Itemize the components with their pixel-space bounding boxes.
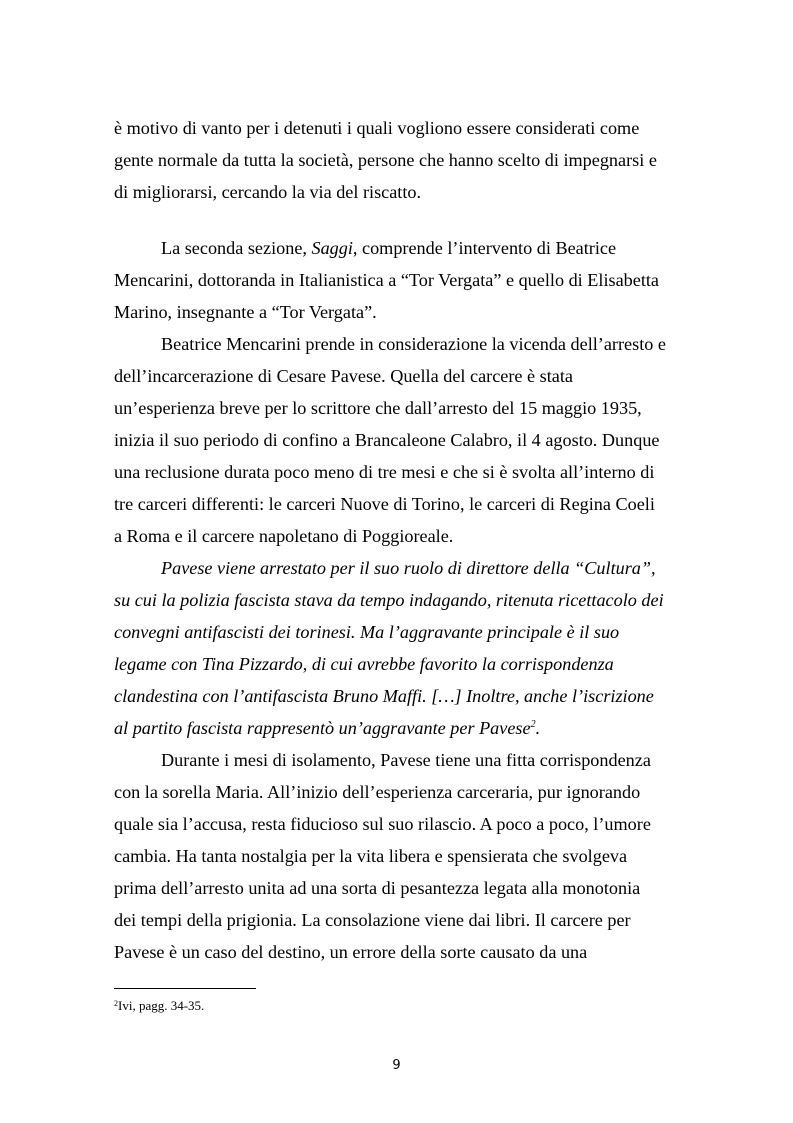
- quote-line-4: legame con Tina Pizzardo, di cui avrebbe favorito la corrispondenza: [114, 654, 614, 674]
- footnote-separator: [114, 988, 256, 989]
- body-line-12: tre carceri differenti: le carceri Nuove di Torino, le carceri di Regina Coeli: [114, 494, 655, 514]
- body-line-13: a Roma e il carcere napoletano di Poggioreale.: [114, 526, 454, 546]
- quote-line-5: clandestina con l’antifascista Bruno Maffi. […] Inoltre, anche l’iscrizione: [114, 686, 654, 706]
- body-line-26: Pavese è un caso del destino, un errore della sorte causato da una: [114, 942, 588, 962]
- body-line-6: Marino, insegnante a “Tor Vergata”.: [114, 302, 377, 322]
- body-line-5: Mencarini, dottoranda in Italianistica a “Tor Vergata” e quello di Elisabetta: [114, 270, 659, 290]
- footnote-number: 2: [114, 999, 118, 1008]
- quote-line-1: Pavese viene arrestato per il suo ruolo di direttore della “Cultura”,: [161, 558, 656, 578]
- body-line-11: una reclusione durata poco meno di tre mesi e che si è svolta all’interno di: [114, 462, 655, 482]
- body-line-4: [161, 238, 616, 258]
- quote-line-6: [114, 718, 540, 738]
- body-line-22: quale sia l’accusa, resta fiducioso sul suo rilascio. A poco a poco, l’umore: [114, 814, 651, 834]
- body-line-7: Beatrice Mencarini prende in considerazione la vicenda dell’arresto e: [161, 334, 666, 354]
- body-line-24: prima dell’arresto unita ad una sorta di pesantezza legata alla monotonia: [114, 878, 641, 898]
- quote-end: .: [535, 718, 541, 738]
- body-line-3: di migliorarsi, cercando la via del riscatto.: [114, 182, 422, 202]
- body-line-1: è motivo di vanto per i detenuti i quali vogliono essere considerati come: [114, 118, 640, 138]
- body-line-10: inizia il suo periodo di confino a Brancaleone Calabro, il 4 agosto. Dunque: [114, 430, 660, 450]
- body-line-23: cambia. Ha tanta nostalgia per la vita libera e spensierata che svolgeva: [114, 846, 628, 866]
- quote-text: al partito fascista rappresentò un’aggravante per Pavese: [114, 718, 531, 738]
- body-line-25: dei tempi della prigionia. La consolazione viene dai libri. Il carcere per: [114, 910, 631, 930]
- footnote: [114, 998, 204, 1014]
- quote-line-3: convegni antifascisti dei torinesi. Ma l’aggravante principale è il suo: [114, 622, 620, 642]
- body-line-21: con la sorella Maria. All’inizio dell’esperienza carceraria, pur ignorando: [114, 782, 641, 802]
- body-line-9: un’esperienza breve per lo scrittore che dall’arresto del 15 maggio 1935,: [114, 398, 642, 418]
- body-line-20: Durante i mesi di isolamento, Pavese tiene una fitta corrispondenza: [161, 750, 651, 770]
- footnote-text: Ivi, pagg. 34-35.: [118, 998, 205, 1013]
- body-line-2: gente normale da tutta la società, persone che hanno scelto di impegnarsi e: [114, 150, 657, 170]
- body-line-8: dell’incarcerazione di Cesare Pavese. Quella del carcere è stata: [114, 366, 573, 386]
- line-text-post: , comprende l’intervento di Beatrice: [352, 238, 617, 258]
- line-text-pre: La seconda sezione,: [161, 238, 312, 258]
- section-name-saggi: Saggi: [311, 238, 353, 258]
- page-number: 9: [392, 1058, 401, 1073]
- footnote-ref: 2: [530, 719, 536, 730]
- quote-line-2: su cui la polizia fascista stava da tempo indagando, ritenuta ricettacolo dei: [114, 590, 664, 610]
